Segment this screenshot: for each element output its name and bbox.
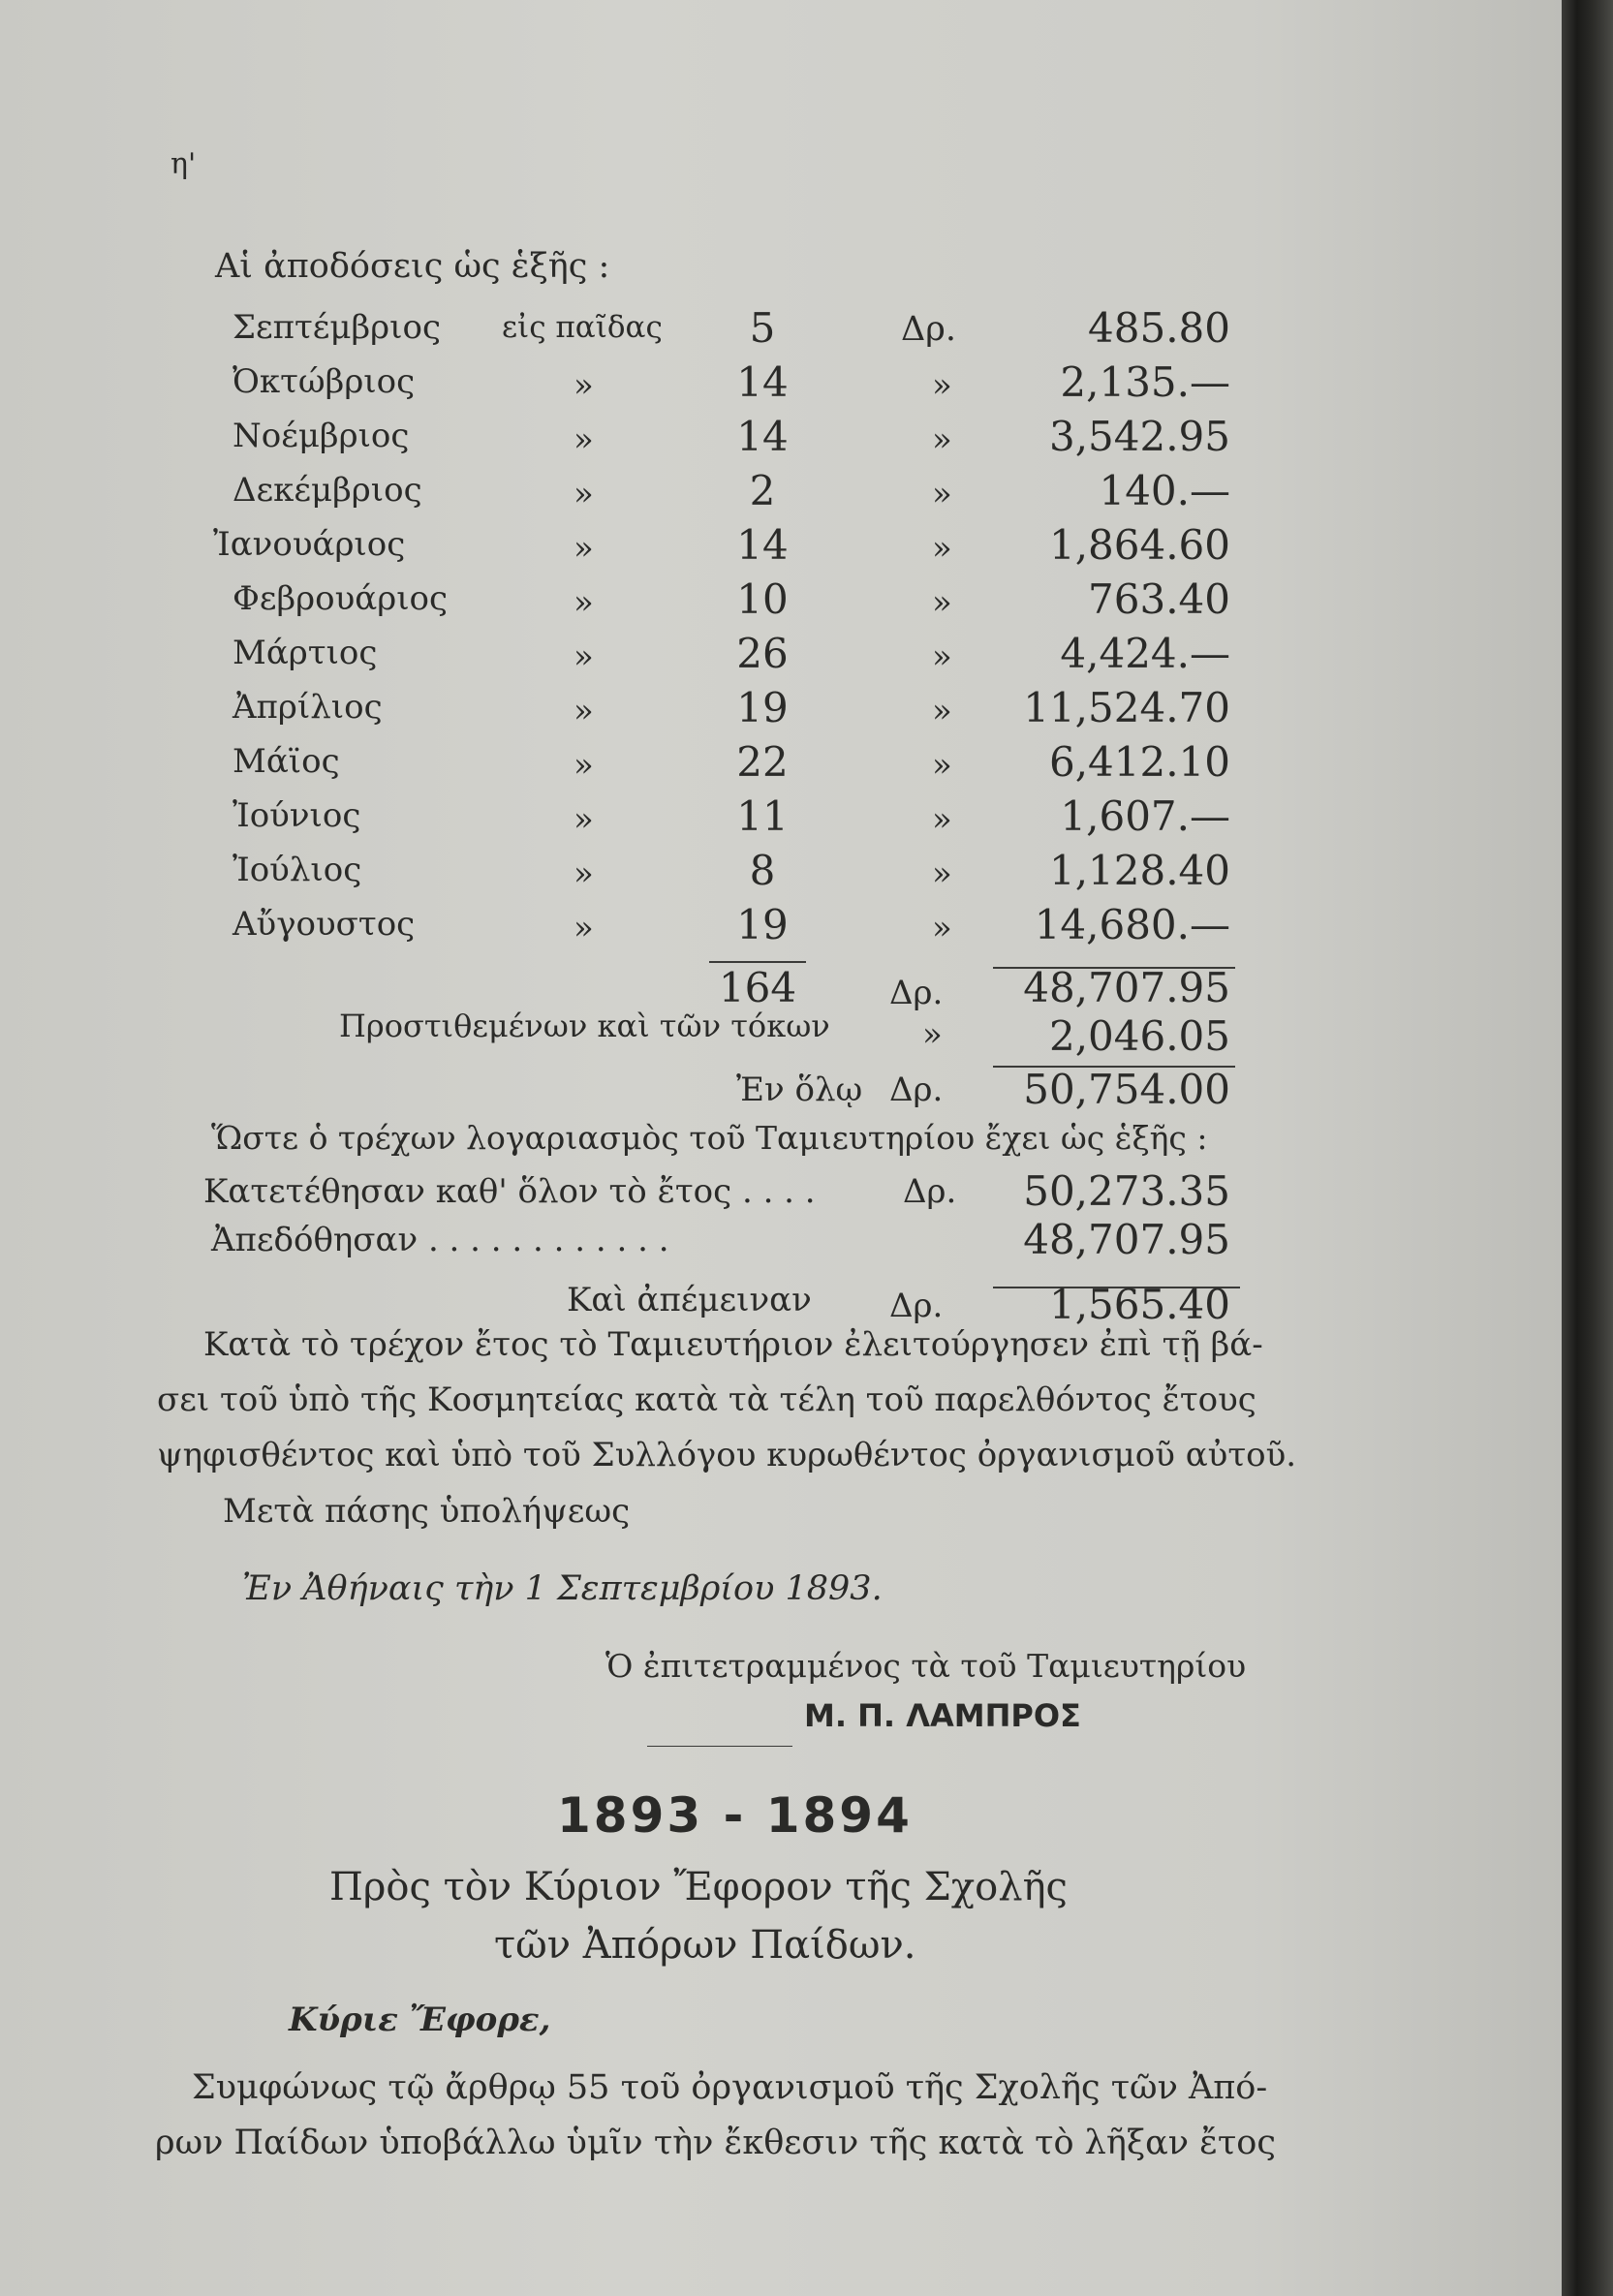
ditto-mark: »: [922, 1015, 943, 1054]
ditto-mark: »: [932, 692, 952, 730]
column-label: εἰς παῖδας: [502, 310, 663, 345]
month-name: Δεκέμβριος: [233, 471, 422, 510]
ditto-mark: »: [932, 854, 952, 893]
closing-line: Μετὰ πάσης ὑπολήψεως: [223, 1492, 631, 1531]
address-line-1: Πρὸς τὸν Κύριον Ἔφορον τῆς Σχολῆς: [329, 1865, 1068, 1909]
amount: 1,128.40: [1048, 847, 1230, 894]
children-count: 26: [736, 630, 789, 677]
month-name: Σεπτέμβριος: [233, 308, 442, 347]
amount: 1,607.—: [1060, 792, 1230, 840]
currency-label: Δρ.: [903, 1172, 957, 1211]
ditto-mark: »: [932, 529, 952, 568]
page-marker: η': [171, 147, 197, 181]
amount-total: 48,707.95: [1023, 964, 1230, 1011]
amount: 4,424.—: [1060, 630, 1230, 677]
ditto-mark: »: [932, 746, 952, 785]
ditto-mark: »: [932, 637, 952, 676]
ditto-mark: »: [574, 746, 594, 785]
address-line-2: τῶν Ἀπόρων Παίδων.: [494, 1923, 916, 1968]
children-count: 22: [736, 738, 789, 786]
amount: 140.—: [1099, 467, 1230, 514]
signatory-role: Ὁ ἐπιτετραμμένος τὰ τοῦ Ταμιευτηρίου: [605, 1647, 1247, 1685]
grand-total-amount: 50,754.00: [1023, 1066, 1230, 1113]
ditto-mark: »: [574, 854, 594, 893]
signature-rule: [647, 1746, 792, 1747]
month-name: Μάϊος: [233, 742, 340, 781]
ditto-mark: »: [574, 583, 594, 622]
ditto-mark: »: [574, 692, 594, 730]
children-count: 8: [749, 847, 776, 894]
salutation: Κύριε Ἔφορε,: [289, 2001, 551, 2039]
month-name: Ἰανουάριος: [213, 525, 406, 564]
ditto-mark: »: [574, 475, 594, 513]
paragraph-line: Κατὰ τὸ τρέχον ἔτος τὸ Ταμιευτήριον ἐλειτούργησεν ἐπὶ τῇ βά-: [203, 1325, 1263, 1364]
month-name: Φεβρουάριος: [233, 579, 449, 618]
children-count: 10: [736, 575, 789, 623]
children-total: 164: [718, 964, 797, 1011]
ditto-mark: »: [932, 909, 952, 947]
amount: 11,524.70: [1023, 684, 1230, 731]
ditto-mark: »: [932, 800, 952, 839]
deposited-label: Κατετέθησαν καθ' ὅλον τὸ ἔτος . . . .: [203, 1172, 816, 1211]
body-line: ρων Παίδων ὑποβάλλω ὑμῖν τὴν ἔκθεσιν τῆς κατὰ τὸ λῆξαν ἔτος: [155, 2124, 1276, 2162]
amount: 763.40: [1088, 575, 1230, 623]
amount: 6,412.10: [1048, 738, 1230, 786]
ditto-mark: »: [932, 583, 952, 622]
ditto-mark: »: [574, 529, 594, 568]
paid-label: Ἀπεδόθησαν . . . . . . . . . . . .: [211, 1221, 669, 1259]
currency-label: Δρ.: [889, 974, 944, 1012]
interest-amount: 2,046.05: [1048, 1012, 1230, 1060]
month-name: Ἀπρίλιος: [233, 688, 383, 727]
ditto-mark: »: [932, 366, 952, 405]
paragraph-line: σει τοῦ ὑπὸ τῆς Κοσμητείας κατὰ τὰ τέλη τοῦ παρελθόντος ἔτους: [157, 1381, 1256, 1419]
children-count: 11: [736, 792, 789, 840]
month-name: Ὀκτώβριος: [233, 362, 416, 401]
currency-label: Δρ.: [889, 1287, 944, 1325]
amount: 485.80: [1088, 304, 1230, 352]
signatory-name: Μ. Π. ΛΑΜΠΡΟΣ: [804, 1697, 1081, 1734]
deposited-amount: 50,273.35: [1023, 1167, 1230, 1215]
paid-amount: 48,707.95: [1023, 1216, 1230, 1263]
children-count: 19: [736, 901, 789, 948]
book-binding-edge: [1562, 0, 1613, 2296]
amount: 3,542.95: [1048, 413, 1230, 460]
ditto-mark: »: [574, 366, 594, 405]
interest-label: Προστιθεμένων καὶ τῶν τόκων: [339, 1008, 830, 1044]
amount: 14,680.—: [1034, 901, 1230, 948]
intro-line: Αἱ ἀποδόσεις ὡς ἑξῆς :: [215, 247, 610, 286]
amount: 1,864.60: [1048, 521, 1230, 569]
ditto-mark: »: [574, 800, 594, 839]
account-intro: Ὥστε ὁ τρέχων λογαριασμὸς τοῦ Ταμιευτηρίου ἔχει ὡς ἑξῆς :: [211, 1119, 1208, 1157]
children-count: 2: [749, 467, 776, 514]
month-name: Μάρτιος: [233, 634, 378, 672]
ditto-mark: »: [574, 909, 594, 947]
date-line: Ἐν Ἀθήναις τὴν 1 Σεπτεμβρίου 1893.: [242, 1569, 883, 1608]
currency-label: Δρ.: [901, 310, 956, 349]
amount: 2,135.—: [1060, 358, 1230, 406]
month-name: Αὔγουστος: [233, 905, 416, 944]
children-count: 5: [749, 304, 776, 352]
children-total-rule: [709, 961, 806, 963]
ditto-mark: »: [574, 637, 594, 676]
section-year-heading: 1893 - 1894: [557, 1787, 913, 1844]
children-count: 14: [736, 358, 789, 406]
ditto-mark: »: [932, 420, 952, 459]
body-line: Συμφώνως τῷ ἄρθρῳ 55 τοῦ ὀργανισμοῦ τῆς Σχολῆς τῶν Ἀπό-: [192, 2068, 1268, 2107]
remaining-amount: 1,565.40: [1048, 1281, 1230, 1328]
ditto-mark: »: [932, 475, 952, 513]
remaining-label: Καὶ ἀπέμειναν: [567, 1281, 812, 1319]
month-name: Νοέμβριος: [233, 417, 410, 455]
ditto-mark: »: [574, 420, 594, 459]
children-count: 14: [736, 521, 789, 569]
month-name: Ἰούνιος: [233, 796, 361, 835]
currency-label: Δρ.: [889, 1070, 944, 1109]
children-count: 19: [736, 684, 789, 731]
month-name: Ἰούλιος: [233, 851, 362, 889]
grand-total-label: Ἐν ὅλῳ: [736, 1070, 863, 1109]
paragraph-line: ψηφισθέντος καὶ ὑπὸ τοῦ Συλλόγου κυρωθέντος ὀργανισμοῦ αὐτοῦ.: [157, 1436, 1297, 1474]
children-count: 14: [736, 413, 789, 460]
